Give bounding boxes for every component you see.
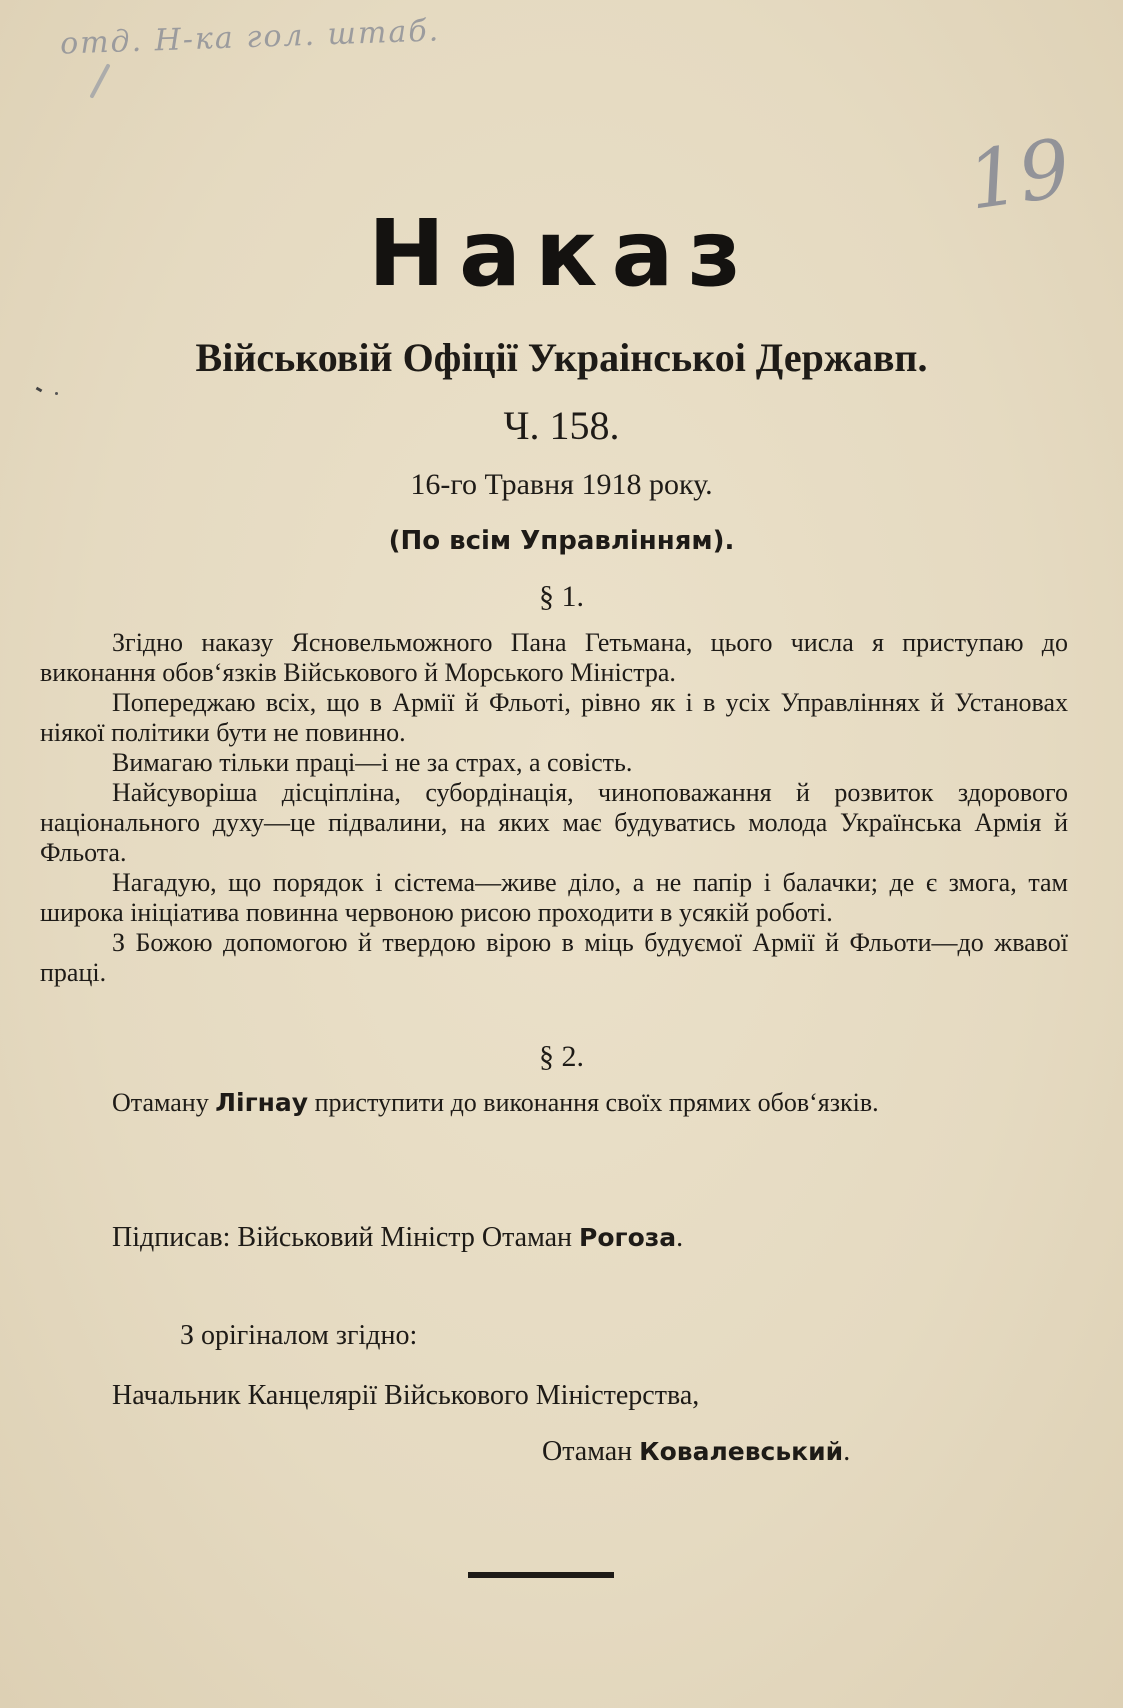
certification-title: Начальник Канцелярії Військового Міністерства, — [112, 1380, 700, 1411]
section-1-paragraph: Нагадую, що порядок і сістема—живе діло, а не папір і балачки; де є змога, там широка ініціатива повинна червоною рисою проходити в усякій роботі. — [40, 868, 1068, 927]
officer-name-lignau: Лігнау — [215, 1088, 309, 1117]
section-2-text-before: Отаману — [112, 1088, 209, 1117]
section-2-body — [40, 1088, 1068, 1118]
certification-signatory — [542, 1436, 850, 1468]
section-1-paragraph: Згідно наказу Ясновельможного Пана Гетьмана, цього числа я приступаю до виконання обов‘язків Військового й Морського Міністра. — [40, 628, 1068, 687]
section-1-paragraph: Найсуворіша дісціпліна, субордінація, чиноповажання й розвиток здорового національного духу—це підвалини, на яких має будуватись молода Українська Армія й Фльота. — [40, 778, 1068, 867]
section-1-paragraph: З Божою допомогою й твердою вірою в міць будуємої Армії й Фльоти—до жвавої праці. — [40, 928, 1068, 987]
order-date: 16-го Травня 1918 року. — [410, 468, 713, 501]
handwritten-stroke — [89, 63, 110, 98]
signature-line — [112, 1222, 683, 1254]
section-1-heading: § 1. — [539, 580, 584, 613]
order-number: Ч. 158. — [503, 403, 620, 448]
closing-rule — [468, 1572, 614, 1578]
section-1-paragraph: Вимагаю тільки праці—і не за страх, а совість. — [112, 748, 633, 777]
section-1-body — [40, 628, 1068, 988]
signature-end: . — [676, 1222, 684, 1253]
document-subtitle: Військовій Офіції Украінськоі Державп. — [195, 335, 928, 380]
signature-label: Підписав: Військовий Міністр Отаман — [112, 1222, 573, 1253]
section-1-paragraph: Попереджаю всіх, що в Армії й Фльоті, рівно як і в усіх Управліннях й Установах ніякої політики бути не повинно. — [40, 688, 1068, 747]
signatory-name: Рогоза — [579, 1223, 677, 1252]
section-2-heading: § 2. — [539, 1040, 584, 1073]
certification-rank: Отаман — [542, 1436, 633, 1467]
paper-speck — [36, 387, 43, 393]
paper-speck — [55, 392, 58, 395]
document-title: Наказ — [367, 200, 756, 307]
section-2-paragraph — [40, 1088, 1068, 1118]
section-2-text-after: приступити до виконання своїх прямих обов‘язків. — [314, 1088, 879, 1117]
certification-name: Ковалевський — [639, 1437, 844, 1466]
certification-end: . — [843, 1436, 851, 1467]
order-scope: (По всім Управлінням). — [388, 526, 735, 556]
handwritten-note: отд. Н-ка гол. штаб. — [59, 13, 441, 62]
certification-intro: З орігіналом згідно: — [180, 1320, 418, 1351]
handwritten-page-number: 19 — [962, 121, 1076, 228]
